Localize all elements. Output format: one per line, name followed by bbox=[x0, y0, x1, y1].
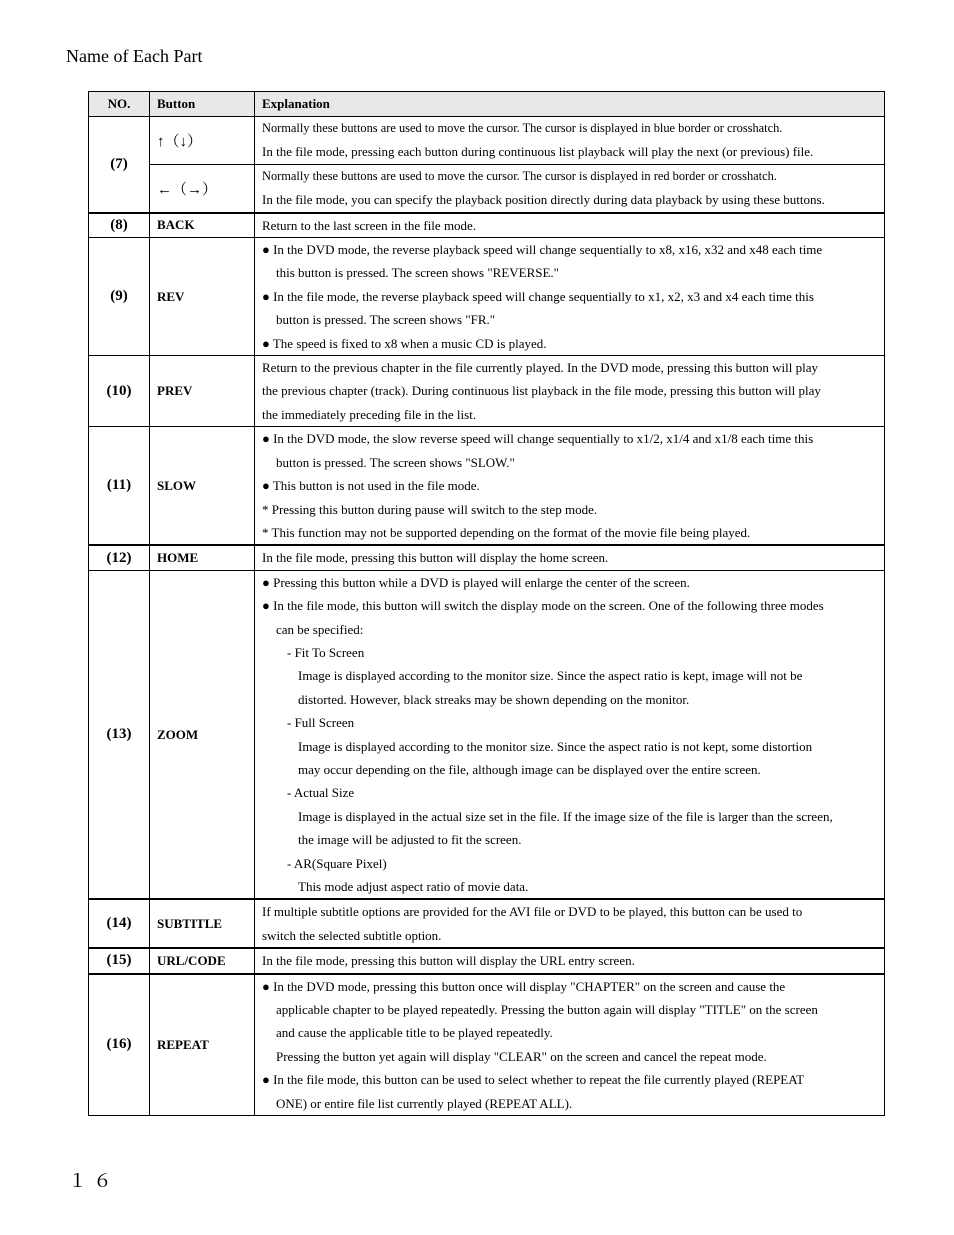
row-number: (16) bbox=[89, 974, 150, 1116]
row-explanation bbox=[255, 570, 885, 899]
page-number: １６ bbox=[68, 1171, 119, 1192]
table-row bbox=[89, 117, 885, 165]
row-number: (9) bbox=[89, 238, 150, 356]
row-explanation bbox=[255, 356, 885, 427]
row-number: (11) bbox=[89, 427, 150, 546]
explanation-line: In the file mode, pressing each button during continuous list playback will play the next (or previous) file. bbox=[262, 144, 814, 160]
row-button-name: REV bbox=[150, 238, 255, 356]
table-row bbox=[89, 356, 885, 427]
explanation-line: ● Pressing this button while a DVD is played will enlarge the center of the screen. bbox=[262, 574, 690, 590]
explanation-line: ● In the file mode, this button can be used to select whether to repeat the file currently played (REPEAT bbox=[262, 1072, 805, 1088]
explanation-line: ● In the DVD mode, the slow reverse speed will change sequentially to x1/2, x1/4 and x1/8 each time this bbox=[262, 431, 814, 447]
row-explanation bbox=[255, 238, 885, 356]
explanation-line: * This function may not be supported depending on the format of the movie file being played. bbox=[262, 524, 751, 540]
row-explanation bbox=[255, 948, 885, 973]
row-number: (15) bbox=[89, 948, 150, 973]
explanation-line: If multiple subtitle options are provided for the AVI file or DVD to be played, this button can be used to bbox=[262, 904, 803, 920]
row-button-name: SUBTITLE bbox=[150, 899, 255, 948]
explanation-line: Image is displayed according to the monitor size. Since the aspect ratio is kept, image will not be bbox=[298, 668, 803, 684]
explanation-line: applicable chapter to be played repeatedly. Pressing the button again will display "TITLE" on the screen bbox=[276, 1002, 818, 1018]
table-row bbox=[89, 899, 885, 948]
row-explanation bbox=[255, 164, 885, 212]
explanation-line: and cause the applicable title to be played repeatedly. bbox=[276, 1025, 553, 1041]
explanation-line: ● This button is not used in the file mode. bbox=[262, 478, 480, 494]
explanation-line: button is pressed. The screen shows "FR." bbox=[276, 312, 496, 328]
row-button-name: BACK bbox=[150, 213, 255, 238]
row-explanation bbox=[255, 545, 885, 570]
explanation-line: distorted. However, black streaks may be shown depending on the monitor. bbox=[298, 691, 690, 707]
row-button-name: ZOOM bbox=[150, 570, 255, 899]
explanation-line: ● In the DVD mode, pressing this button once will display "CHAPTER" on the screen and cause the bbox=[262, 978, 786, 994]
header-button: Button bbox=[150, 92, 255, 117]
row-number: (14) bbox=[89, 899, 150, 948]
row-button-name: SLOW bbox=[150, 427, 255, 546]
explanation-line: - Actual Size bbox=[287, 785, 355, 801]
explanation-line: Return to the last screen in the file mode. bbox=[262, 217, 477, 233]
row-number: (7) bbox=[89, 117, 150, 213]
explanation-line: the image will be adjusted to fit the screen. bbox=[298, 832, 522, 848]
explanation-line: Image is displayed in the actual size set in the file. If the image size of the file is larger than the screen, bbox=[298, 808, 833, 824]
header-no: NO. bbox=[89, 92, 150, 117]
table-row bbox=[89, 974, 885, 1116]
table-row bbox=[89, 948, 885, 973]
explanation-line: In the file mode, pressing this button will display the URL entry screen. bbox=[262, 953, 635, 969]
page-title: Name of Each Part bbox=[66, 46, 203, 66]
table-row bbox=[89, 164, 885, 212]
explanation-line: ● In the file mode, this button will switch the display mode on the screen. One of the following three modes bbox=[262, 598, 824, 614]
explanation-line: - Fit To Screen bbox=[287, 644, 365, 660]
row-button-name: REPEAT bbox=[150, 974, 255, 1116]
explanation-line: - AR(Square Pixel) bbox=[287, 855, 387, 871]
row-button-name: ↑（↓） bbox=[150, 117, 255, 165]
row-button-name: HOME bbox=[150, 545, 255, 570]
explanation-line: Image is displayed according to the monitor size. Since the aspect ratio is not kept, some distortion bbox=[298, 738, 813, 754]
explanation-line: the immediately preceding file in the list. bbox=[262, 406, 477, 422]
row-number: (10) bbox=[89, 356, 150, 427]
table-row bbox=[89, 213, 885, 238]
row-explanation bbox=[255, 213, 885, 238]
header-explanation: Explanation bbox=[255, 92, 885, 117]
explanation-line: * Pressing this button during pause will switch to the step mode. bbox=[262, 501, 598, 517]
table-body bbox=[89, 117, 885, 1116]
explanation-line: may occur depending on the file, although image can be displayed over the entire screen. bbox=[298, 761, 761, 777]
explanation-line: Pressing the button yet again will display "CLEAR" on the screen and cancel the repeat mode. bbox=[276, 1048, 767, 1064]
row-explanation bbox=[255, 899, 885, 948]
explanation-line: In the file mode, pressing this button will display the home screen. bbox=[262, 550, 609, 566]
row-button-name: ←（→） bbox=[150, 164, 255, 212]
row-explanation bbox=[255, 117, 885, 165]
explanation-line: Return to the previous chapter in the file currently played. In the DVD mode, pressing this button will play bbox=[262, 360, 818, 376]
row-button-name: PREV bbox=[150, 356, 255, 427]
button-explanation-table bbox=[88, 91, 885, 1116]
row-number: (12) bbox=[89, 545, 150, 570]
explanation-line: ONE) or entire file list currently played (REPEAT ALL). bbox=[276, 1095, 573, 1111]
explanation-line: button is pressed. The screen shows "SLOW." bbox=[276, 454, 515, 470]
explanation-line: switch the selected subtitle option. bbox=[262, 927, 442, 943]
explanation-line: the previous chapter (track). During continuous list playback in the file mode, pressing this button will play bbox=[262, 383, 821, 399]
table-row bbox=[89, 427, 885, 546]
explanation-line: - Full Screen bbox=[287, 715, 355, 731]
explanation-line: ● The speed is fixed to x8 when a music CD is played. bbox=[262, 335, 547, 351]
explanation-line: ● In the file mode, the reverse playback speed will change sequentially to x1, x2, x3 and x4 each time this bbox=[262, 288, 814, 304]
row-number: (8) bbox=[89, 213, 150, 238]
explanation-line: Normally these buttons are used to move the cursor. The cursor is displayed in blue border or crosshatch. bbox=[262, 121, 783, 135]
explanation-line: Normally these buttons are used to move the cursor. The cursor is displayed in red border or crosshatch. bbox=[262, 168, 777, 183]
row-number: (13) bbox=[89, 570, 150, 899]
explanation-line: can be specified: bbox=[276, 621, 364, 637]
row-explanation bbox=[255, 974, 885, 1116]
row-button-name: URL/CODE bbox=[150, 948, 255, 973]
table-row bbox=[89, 570, 885, 899]
explanation-line: This mode adjust aspect ratio of movie data. bbox=[298, 879, 529, 894]
row-explanation bbox=[255, 427, 885, 546]
explanation-line: this button is pressed. The screen shows "REVERSE." bbox=[276, 265, 559, 281]
table-row bbox=[89, 545, 885, 570]
table-row bbox=[89, 238, 885, 356]
explanation-line: In the file mode, you can specify the playback position directly during data playback by using these buttons. bbox=[262, 192, 825, 208]
table-header-row bbox=[89, 92, 885, 117]
explanation-line: ● In the DVD mode, the reverse playback speed will change sequentially to x8, x16, x32 and x48 each time bbox=[262, 242, 823, 258]
